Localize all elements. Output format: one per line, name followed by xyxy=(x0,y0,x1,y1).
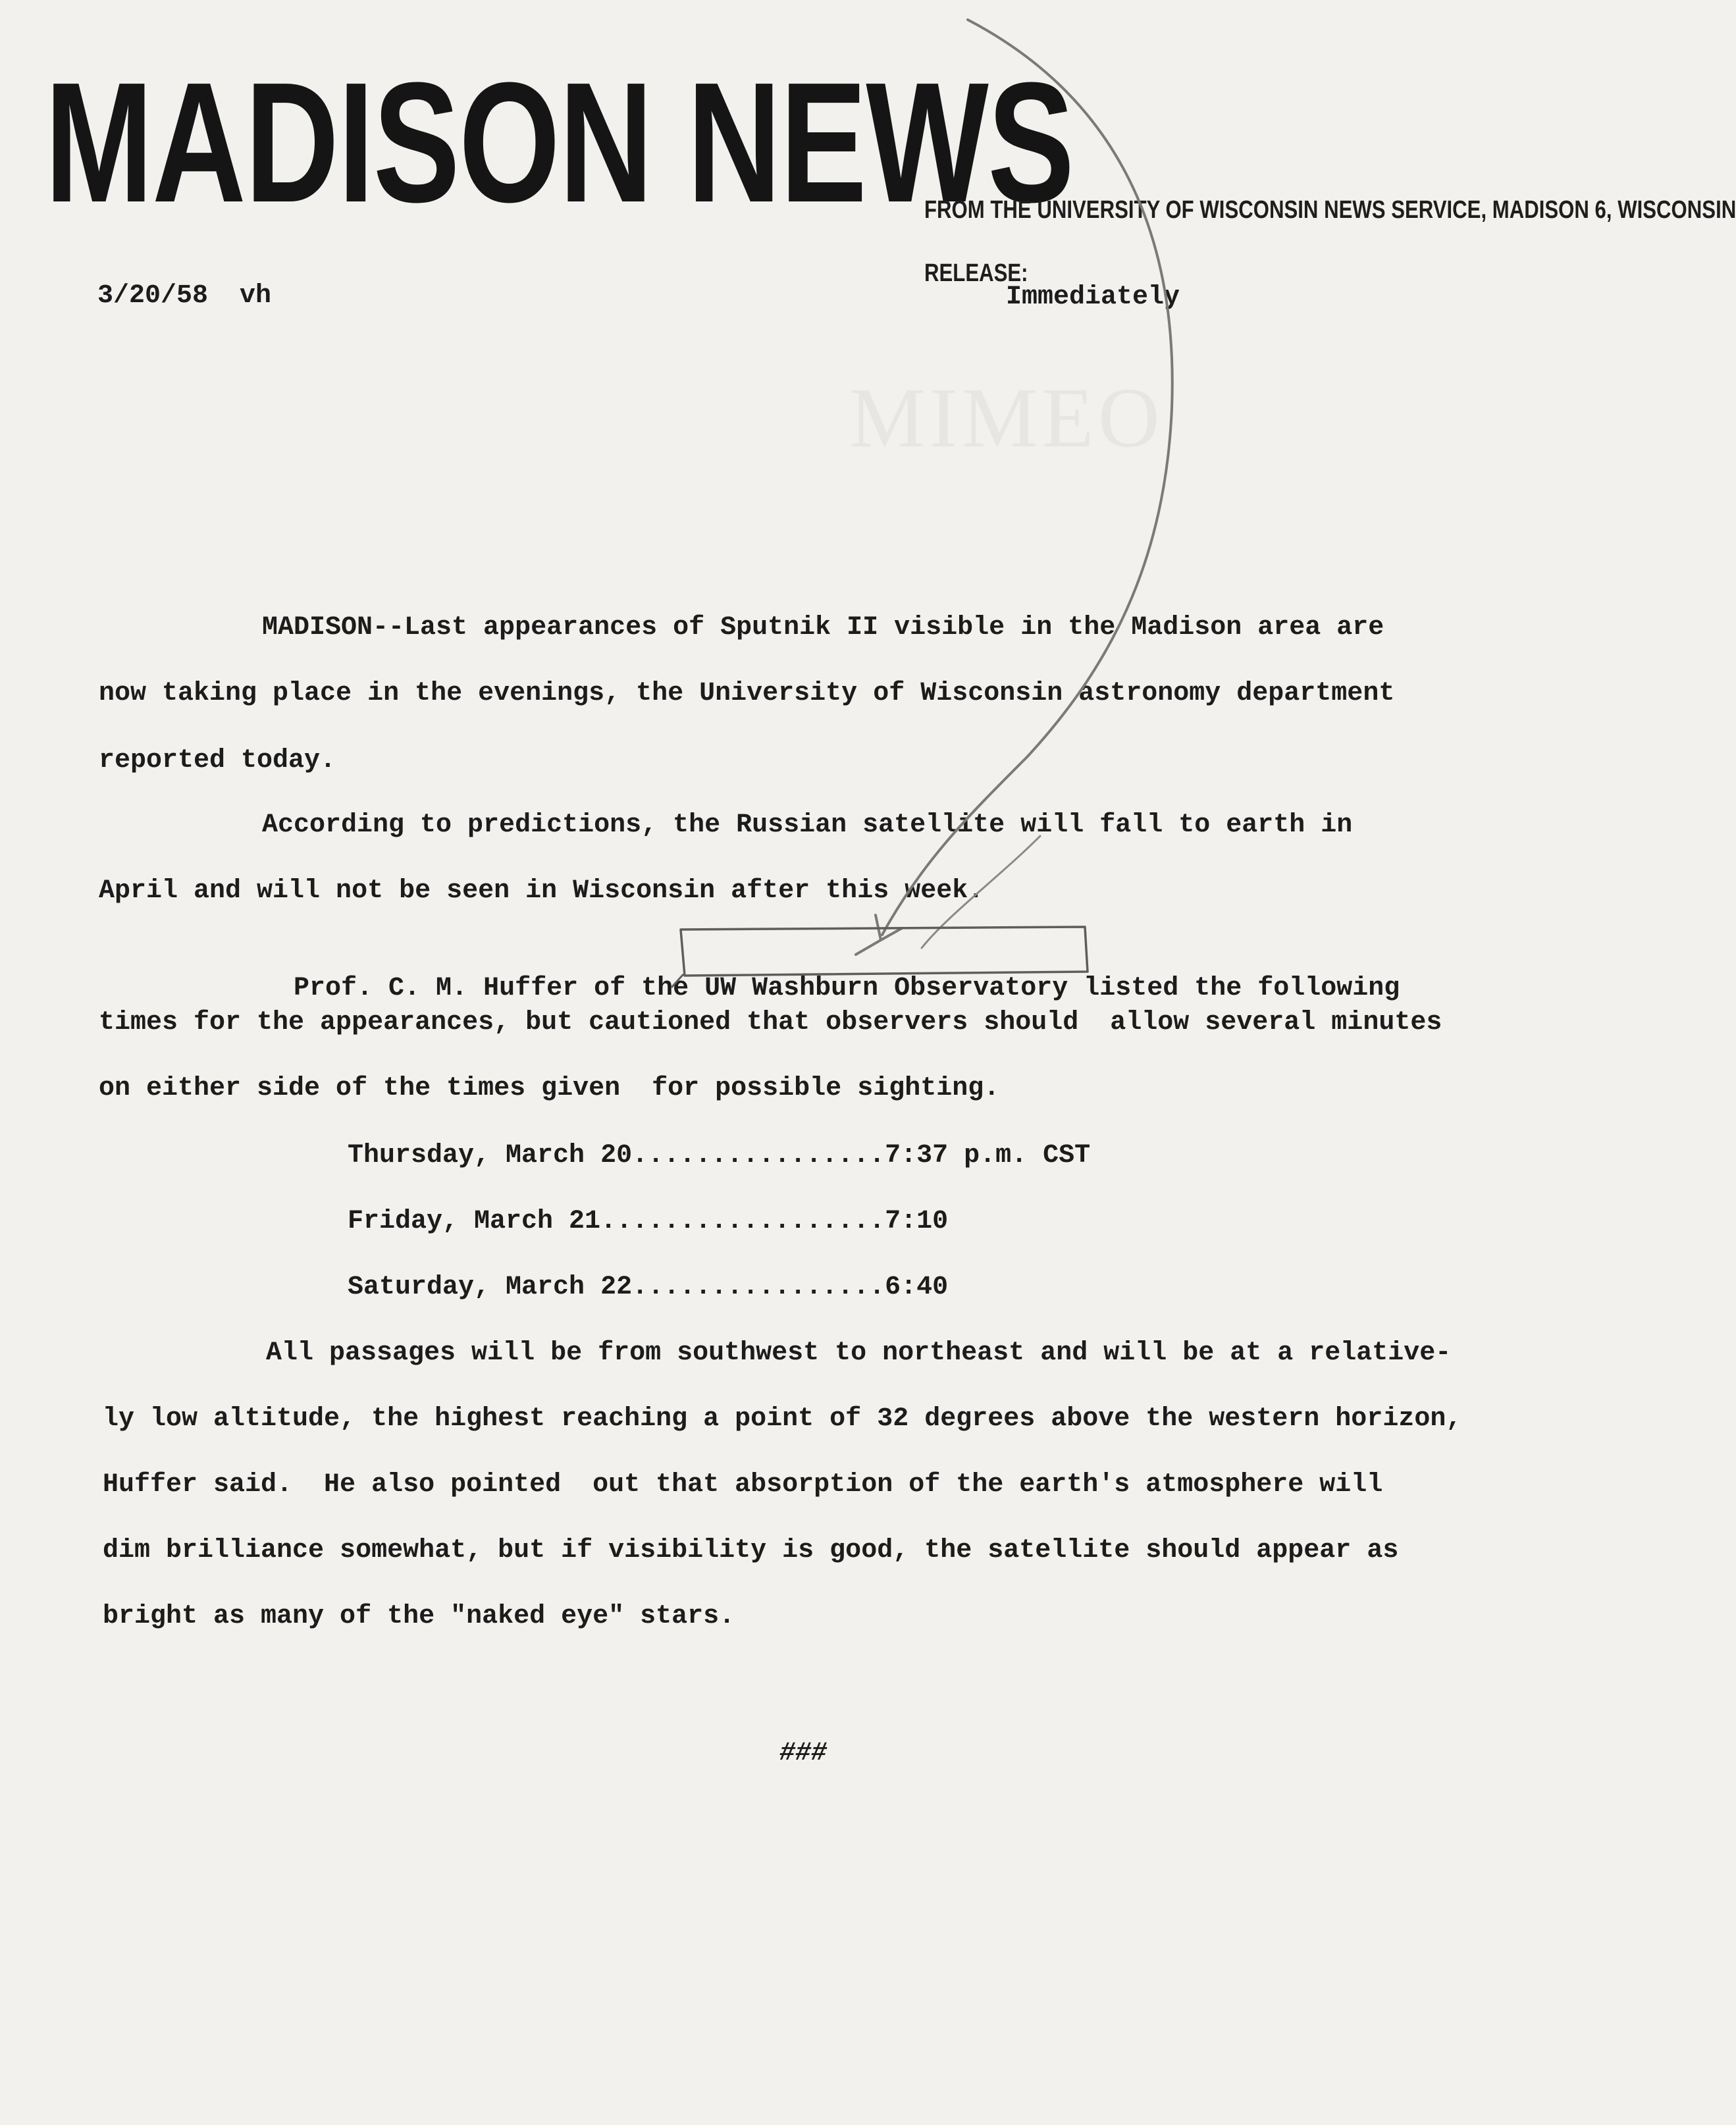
p3-line-1-after: listed the following xyxy=(1068,974,1400,1003)
p3-line-2: times for the appearances, but cautioned that observers should allow several minutes xyxy=(99,1008,1442,1037)
p1-line-3: reported today. xyxy=(99,746,336,775)
p4-line-2: ly low altitude, the highest reaching a point of 32 degrees above the western horizon, xyxy=(103,1404,1462,1434)
p4-line-4: dim brilliance somewhat, but if visibility is good, the satellite should appear as xyxy=(103,1536,1399,1565)
schedule-row: Thursday, March 20................7:37 p.m. CST xyxy=(348,1141,1091,1170)
p3-line-1 xyxy=(262,941,1400,1005)
end-mark: ### xyxy=(779,1739,828,1768)
schedule-row: Saturday, March 22................6:40 xyxy=(348,1272,949,1302)
p4-line-3: Huffer said. He also pointed out that absorption of the earth's atmosphere will xyxy=(103,1470,1383,1500)
masthead-from-line: FROM THE UNIVERSITY OF WISCONSIN NEWS SERVICE, MADISON 6, WISCONSIN xyxy=(924,196,1736,224)
p4-line-5: bright as many of the "naked eye" stars. xyxy=(103,1602,735,1631)
p2-line-1: According to predictions, the Russian satellite will fall to earth in xyxy=(262,810,1353,840)
release-value: Immediately xyxy=(1006,282,1180,312)
release-label: RELEASE: xyxy=(924,259,1028,287)
observatory-boxed-text: UW Washburn Observatory xyxy=(704,974,1068,1003)
p1-line-1: MADISON--Last appearances of Sputnik II visible in the Madison area are xyxy=(262,613,1384,643)
p4-line-1: All passages will be from southwest to northeast and will be at a relative- xyxy=(266,1338,1452,1368)
masthead-title: MADISON NEWS xyxy=(45,47,1074,238)
schedule-row: Friday, March 21..................7:10 xyxy=(348,1207,949,1236)
dateline: 3/20/58 vh xyxy=(97,281,272,311)
p1-line-2: now taking place in the evenings, the University of Wisconsin astronomy department xyxy=(99,679,1395,708)
faded-stamp-mark: MIMEO xyxy=(849,371,1164,465)
p3-line-1-before: Prof. C. M. Huffer of the xyxy=(294,974,705,1003)
p2-line-2: April and will not be seen in Wisconsin after this week. xyxy=(99,876,984,906)
p3-line-3: on either side of the times given for possible sighting. xyxy=(99,1074,1000,1103)
